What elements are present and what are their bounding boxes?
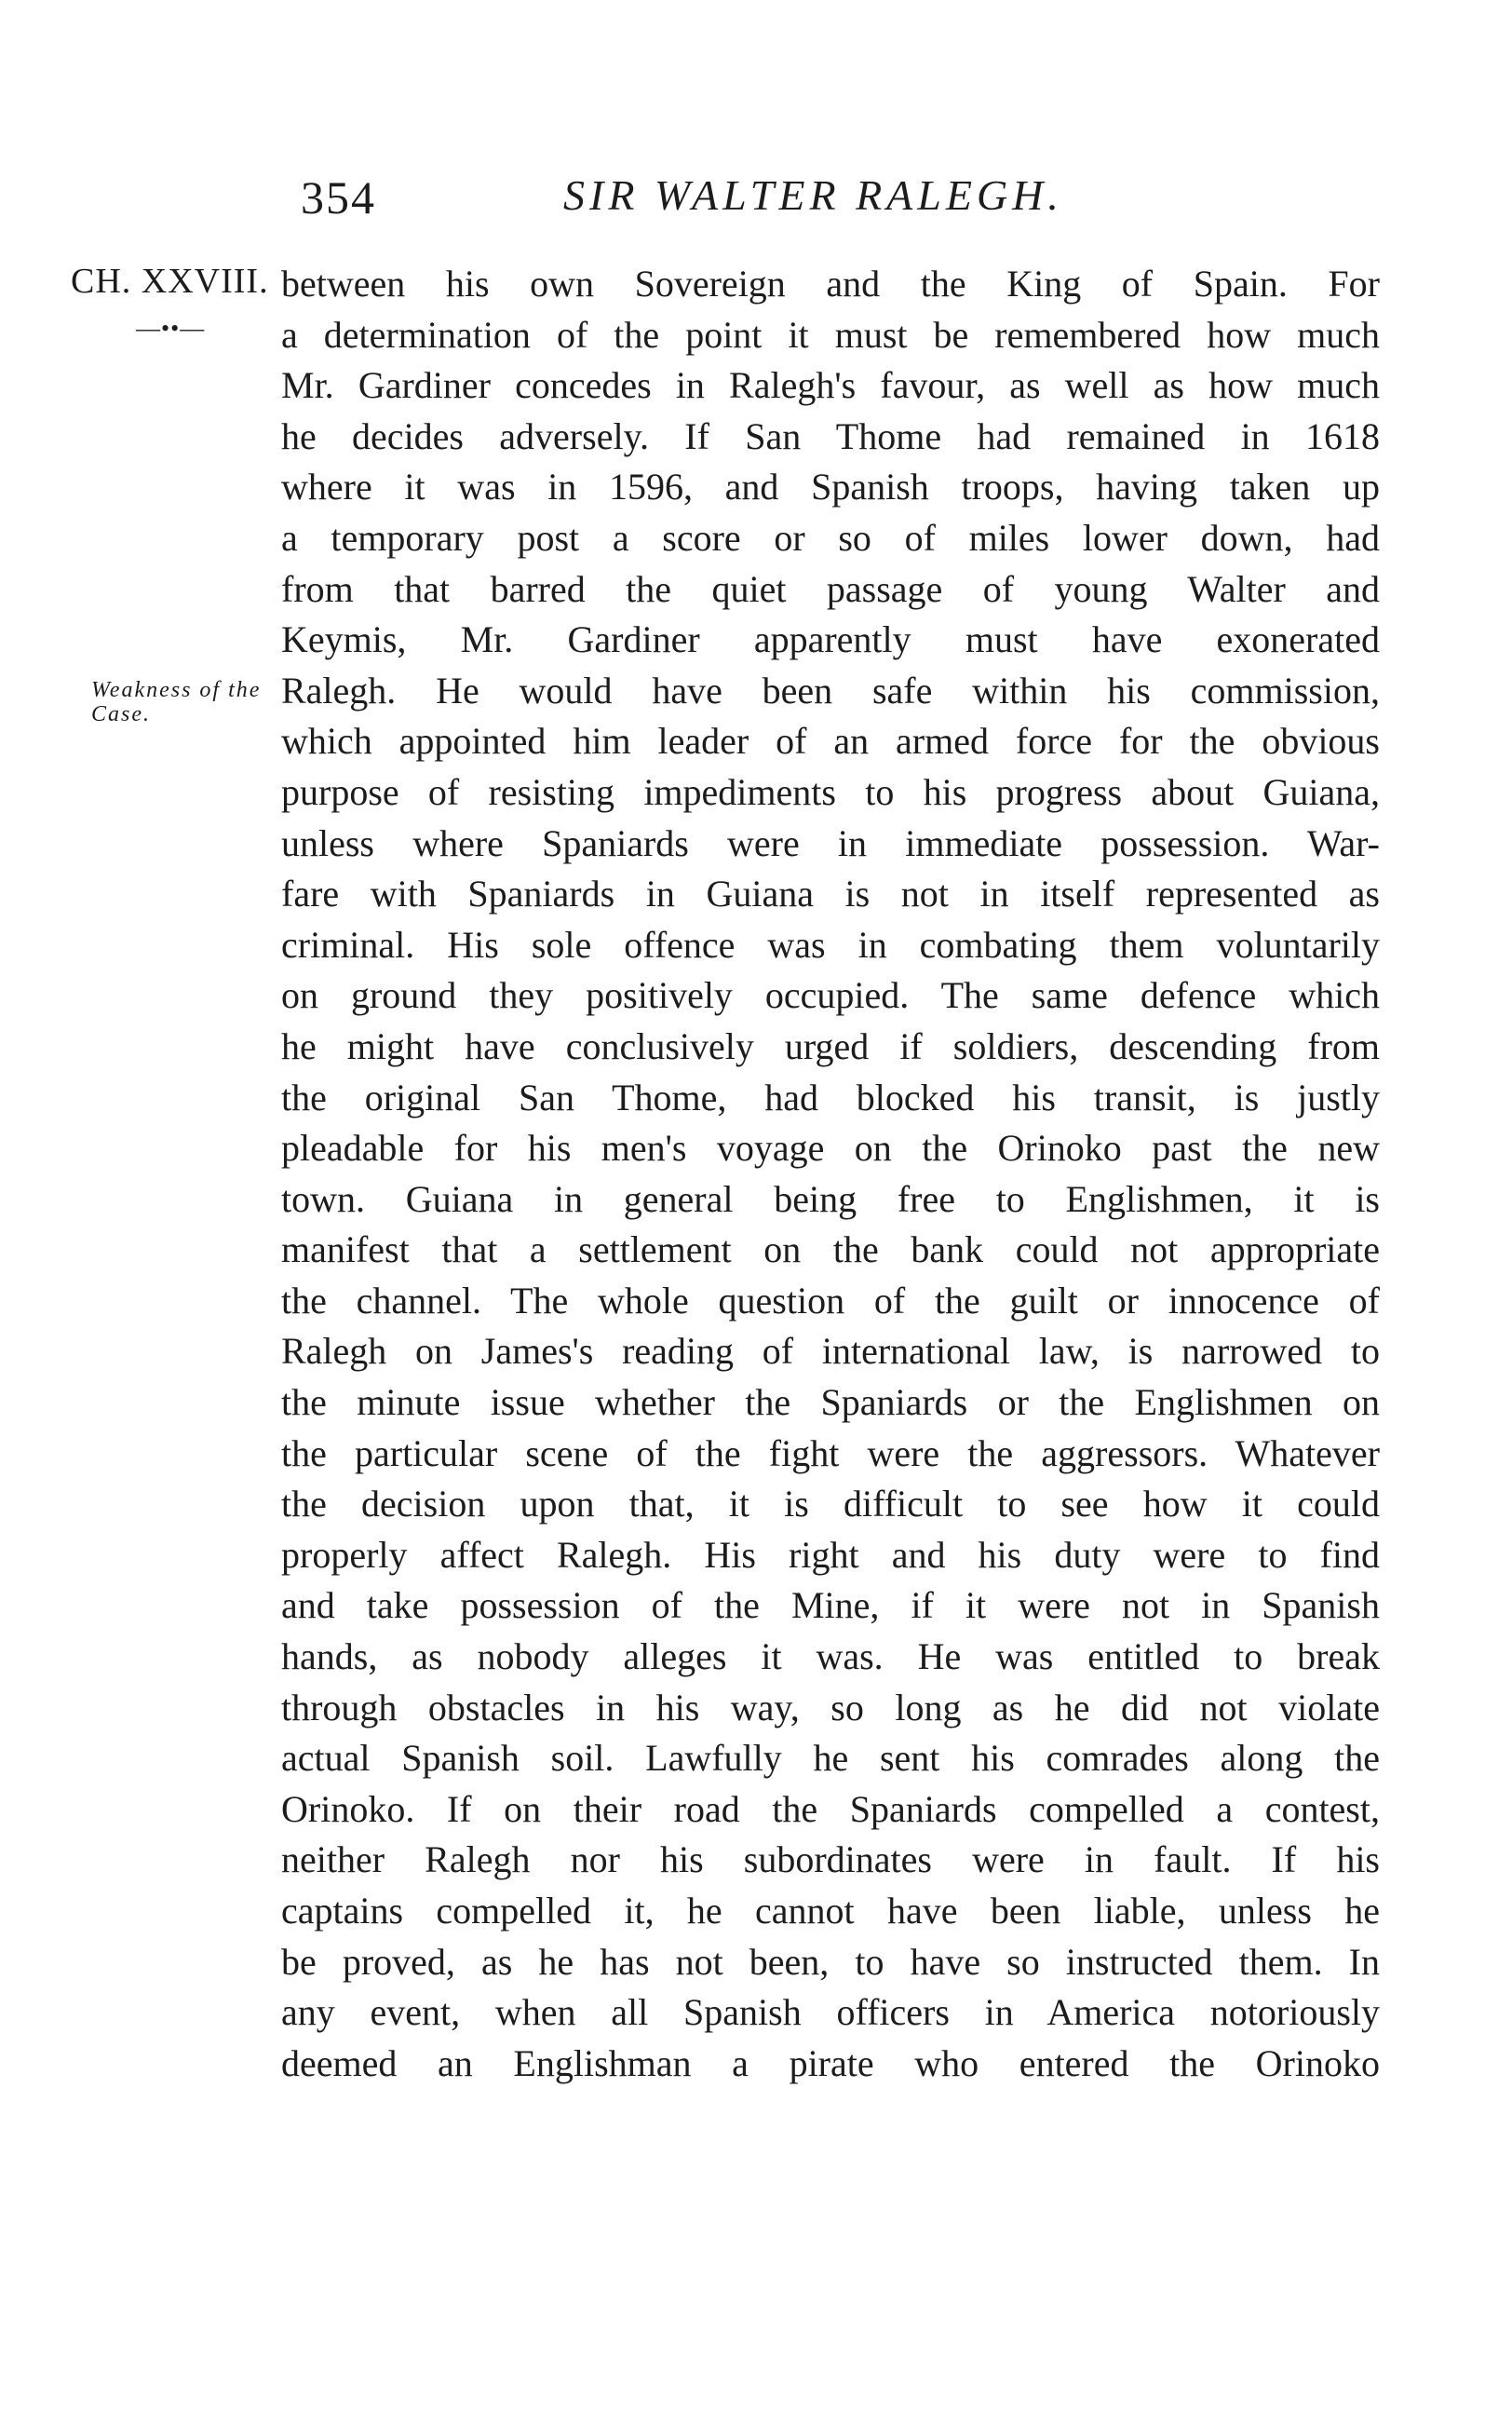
text-line: Keymis, Mr. Gardiner apparently must have exonerated	[281, 618, 1380, 661]
text-line: the original San Thome, had blocked his transit, is justly	[281, 1076, 1380, 1118]
text-line: which appointed him leader of an armed force for the obvious	[281, 720, 1380, 763]
text-line: any event, when all Spanish officers in America notoriously	[281, 1991, 1380, 2034]
page-number: 354	[301, 171, 376, 224]
text-line: between his own Sovereign and the King of Spain. For	[281, 263, 1380, 305]
text-line: a temporary post a score or so of miles lower down, had	[281, 516, 1380, 559]
text-line: town. Guiana in general being free to Englishmen, it is	[281, 1177, 1380, 1220]
running-title: SIR WALTER RALEGH.	[563, 171, 1063, 219]
text-line: pleadable for his men's voyage on the Orinoko past the new	[281, 1127, 1380, 1170]
chapter-marker: CH. XXVIII.	[71, 262, 269, 301]
text-line: he decides adversely. If San Thome had remained in 1618	[281, 414, 1380, 457]
text-line: actual Spanish soil. Lawfully he sent his comrades along the	[281, 1737, 1380, 1780]
text-line: captains compelled it, he cannot have been liable, unless he	[281, 1890, 1380, 1932]
margin-side-note: Weakness of the Case.	[91, 678, 262, 726]
text-line: the decision upon that, it is difficult to see how it could	[281, 1483, 1380, 1525]
text-line: properly affect Ralegh. His right and his duty were to find	[281, 1533, 1380, 1576]
text-line: fare with Spaniards in Guiana is not in itself represented as	[281, 873, 1380, 915]
text-line: and take possession of the Mine, if it were not in Spanish	[281, 1584, 1380, 1627]
text-line: unless where Spaniards were in immediate possession. War-	[281, 821, 1380, 864]
text-line: Ralegh on James's reading of international law, is narrowed to	[281, 1330, 1380, 1373]
text-line: hands, as nobody alleges it was. He was entitled to break	[281, 1635, 1380, 1678]
text-line: a determination of the point it must be remembered how much	[281, 313, 1380, 356]
text-line: the channel. The whole question of the guilt or innocence of	[281, 1279, 1380, 1322]
text-line: manifest that a settlement on the bank could not appropriate	[281, 1228, 1380, 1271]
text-line: the minute issue whether the Spaniards or the Englishmen on	[281, 1381, 1380, 1424]
text-line: deemed an Englishman a pirate who entered the Orinoko	[281, 2041, 1380, 2084]
text-line: on ground they positively occupied. The same defence which	[281, 974, 1380, 1017]
text-line: he might have conclusively urged if soldiers, descending from	[281, 1024, 1380, 1067]
text-line: Ralegh. He would have been safe within his commission,	[281, 669, 1380, 712]
text-line: Mr. Gardiner concedes in Ralegh's favour, as well as how much	[281, 364, 1380, 407]
body-text	[281, 259, 1380, 2089]
chapter-ornament: —••—	[136, 315, 206, 342]
text-line: through obstacles in his way, so long as he did not violate	[281, 1686, 1380, 1728]
text-line: the particular scene of the fight were the aggressors. Whatever	[281, 1431, 1380, 1474]
text-line: where it was in 1596, and Spanish troops, having taken up	[281, 466, 1380, 508]
text-line: neither Ralegh nor his subordinates were in fault. If his	[281, 1838, 1380, 1881]
text-line: from that barred the quiet passage of young Walter and	[281, 567, 1380, 610]
text-line: Orinoko. If on their road the Spaniards compelled a contest,	[281, 1787, 1380, 1830]
text-line: criminal. His sole offence was in combating them voluntarily	[281, 923, 1380, 966]
text-line: purpose of resisting impediments to his progress about Guiana,	[281, 770, 1380, 813]
text-line: be proved, as he has not been, to have so instructed them. In	[281, 1940, 1380, 1983]
